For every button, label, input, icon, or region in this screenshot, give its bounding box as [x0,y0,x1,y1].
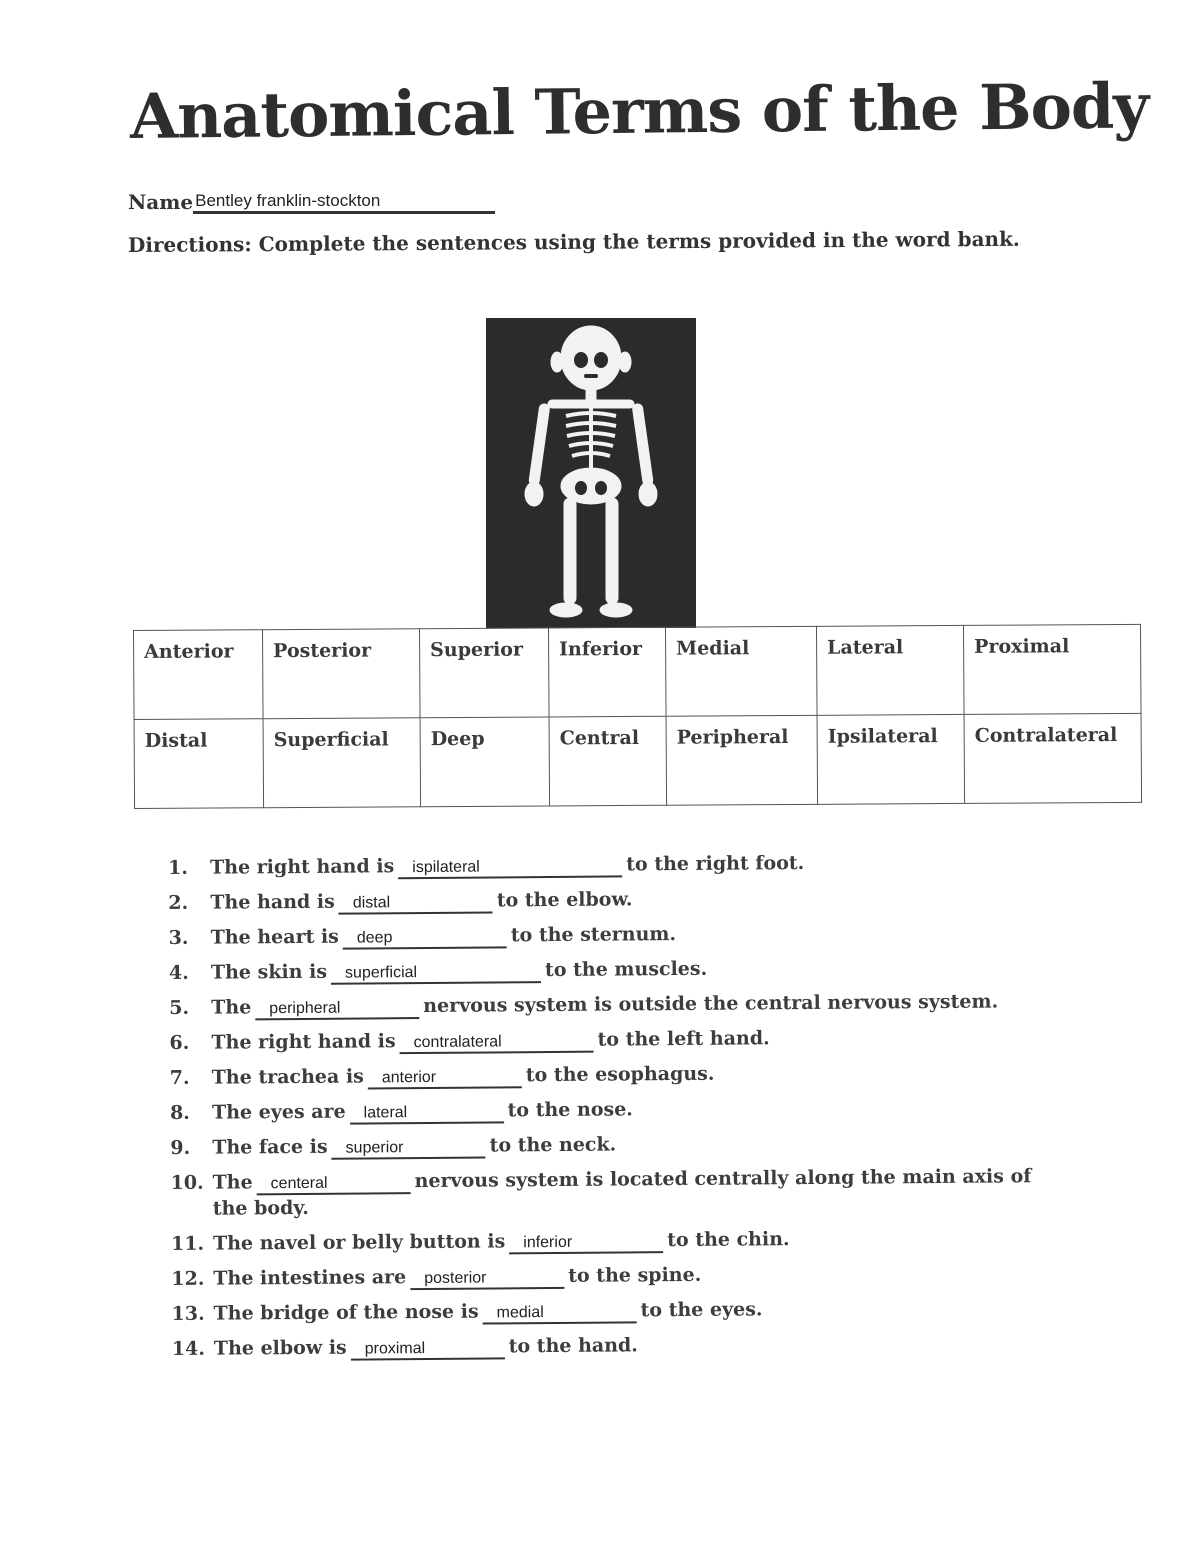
question-text-after: to the esophagus. [525,1062,715,1087]
question-number: 6. [169,1031,190,1054]
question-item [172,1329,1052,1362]
skeleton-icon [486,318,696,628]
answer-field[interactable]: posterior [410,1269,564,1290]
question-number: 12. [171,1267,205,1290]
question-item [170,1163,1050,1222]
question-text-after: to the left hand. [597,1027,770,1051]
word-bank-term: Lateral [816,625,964,715]
question-text-before: The [212,1171,253,1194]
question-text-after: nervous system is located centrally along the main axis of the body. [212,1165,1032,1220]
question-text-before: The elbow is [213,1336,347,1360]
answer-field[interactable]: ispilateral [398,857,622,879]
question-item [168,883,1048,916]
question-text-after: to the spine. [568,1263,702,1287]
question-number: 3. [168,926,189,949]
question-number: 10. [170,1171,204,1194]
worksheet-title: Anatomical Terms of the Body [129,69,1149,153]
answer-field[interactable]: peripheral [255,999,419,1020]
answer-field[interactable]: lateral [350,1103,504,1124]
word-bank-term: Medial [665,626,817,716]
answer-field[interactable]: distal [339,893,493,914]
word-bank-term: Distal [134,719,264,809]
word-bank-term: Central [549,716,667,806]
question-item [169,1023,1049,1056]
question-list [168,848,1052,1371]
word-bank-term: Superficial [263,718,421,808]
question-number: 9. [170,1136,191,1159]
skeleton-illustration [486,318,696,628]
question-text-before: The eyes are [211,1100,346,1124]
question-number: 8. [169,1101,190,1124]
name-label: Name [128,190,194,214]
name-row [128,190,495,214]
word-bank-term: Contralateral [964,713,1142,803]
question-text-before: The intestines are [213,1266,407,1290]
question-item [169,953,1049,986]
word-bank-table [133,624,1142,809]
question-text-after: to the hand. [508,1334,638,1358]
word-bank-term: Proximal [963,624,1141,714]
question-text-before: The right hand is [210,855,395,879]
question-text-before: The heart is [210,925,339,949]
question-item [170,1128,1050,1161]
word-bank-term: Superior [419,628,549,718]
answer-field[interactable]: medial [483,1303,637,1324]
answer-field[interactable]: proximal [351,1339,505,1360]
question-text-before: The face is [212,1135,328,1159]
name-field[interactable]: Bentley franklin-stockton [193,191,495,214]
question-item [170,1093,1050,1126]
question-text-before: The bridge of the nose is [213,1300,479,1325]
word-bank-row [134,624,1142,719]
word-bank-term: Ipsilateral [817,714,965,804]
question-number: 11. [170,1232,205,1255]
question-text-after: to the elbow. [496,888,633,912]
question-item [171,1259,1051,1292]
answer-field[interactable]: superior [332,1139,486,1160]
question-text-before: The navel or belly button is [212,1230,506,1255]
question-text-after: to the neck. [489,1133,617,1157]
word-bank-term: Anterior [134,630,264,720]
question-item [170,1058,1050,1091]
answer-field[interactable]: anterior [368,1068,522,1089]
question-item [172,1294,1052,1327]
question-text-after: to the right foot. [626,852,805,876]
word-bank-term: Deep [420,717,550,807]
question-text-before: The skin is [210,960,328,984]
answer-field[interactable]: superficial [331,963,541,985]
question-number: 1. [168,856,189,879]
word-bank-term: Peripheral [666,715,818,805]
question-number: 5. [169,996,190,1019]
question-text-after: nervous system is outside the central nervous system. [423,990,999,1017]
question-item [171,1224,1051,1257]
question-text-before: The right hand is [211,1030,396,1054]
answer-field[interactable]: deep [343,928,507,949]
question-number: 7. [169,1066,190,1089]
question-number: 14. [171,1337,206,1360]
answer-field[interactable]: inferior [509,1233,663,1254]
directions-text: Directions: Complete the sentences using the terms provided in the word bank. [127,226,1020,257]
question-item [168,848,1048,881]
question-number: 4. [168,961,189,984]
word-bank-term: Posterior [263,629,421,719]
question-text-after: to the eyes. [640,1298,763,1322]
question-text-after: to the sternum. [510,923,677,947]
question-text-before: The hand is [210,890,335,914]
answer-field[interactable]: centeral [257,1174,411,1195]
question-text-before: The trachea is [211,1065,364,1089]
question-text-after: to the nose. [507,1098,633,1122]
answer-field[interactable]: contralateral [400,1033,594,1055]
question-item [169,918,1049,951]
word-bank-term: Inferior [548,627,666,717]
question-text-after: to the muscles. [544,957,708,982]
question-item [169,988,1049,1021]
question-number: 13. [171,1302,205,1325]
question-text-before: The [211,996,252,1019]
word-bank-row [134,713,1142,808]
question-number: 2. [168,891,189,914]
question-text-after: to the chin. [667,1228,790,1252]
